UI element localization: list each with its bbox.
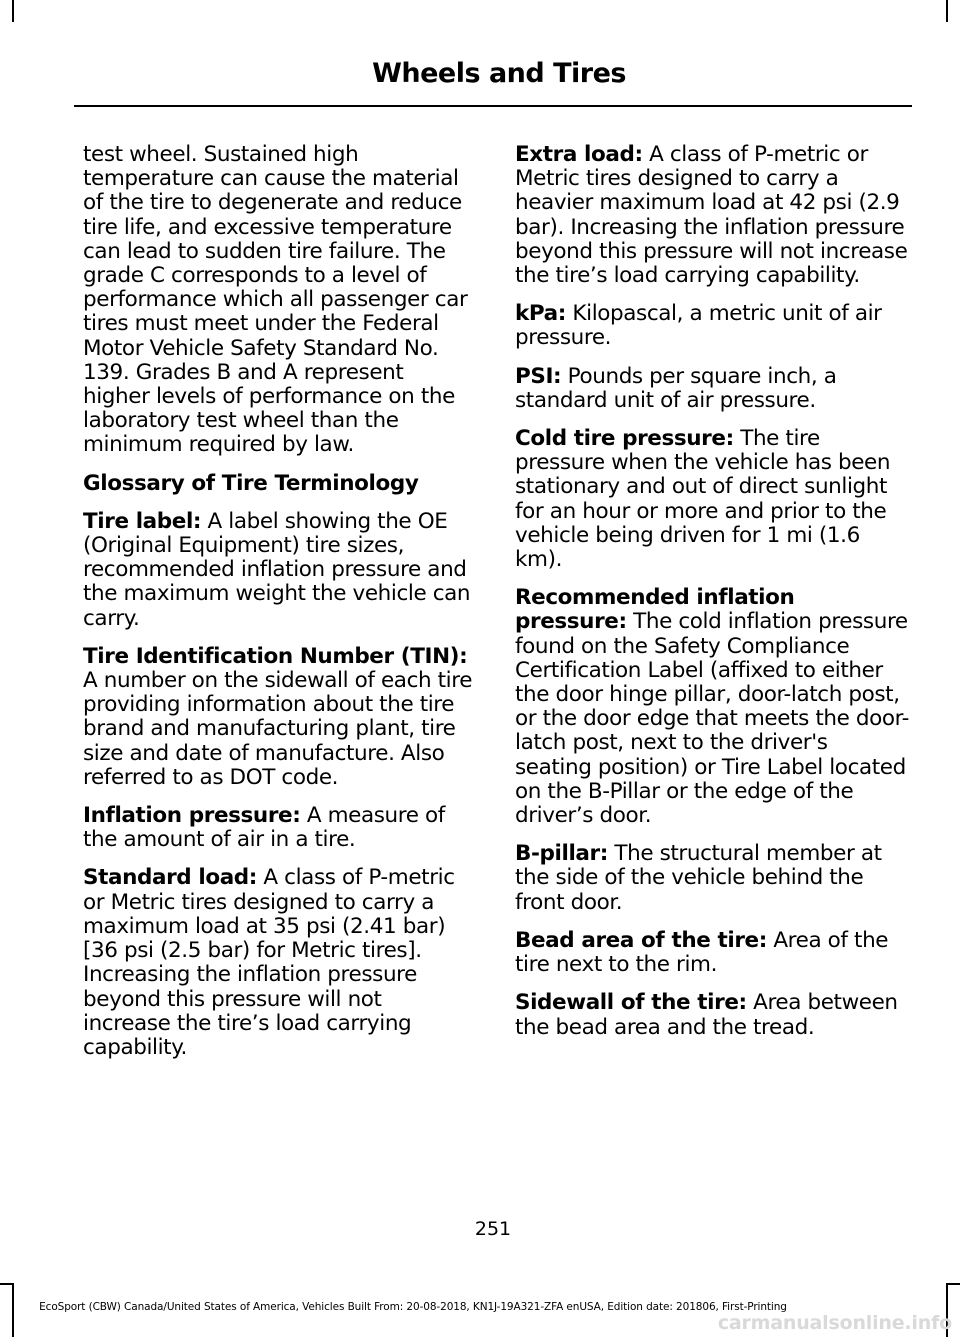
glossary-paragraph bbox=[83, 866, 475, 1060]
glossary-paragraph bbox=[515, 929, 909, 977]
glossary-definition: A number on the sidewall of each tire providing information about the tire brand and manufacturing plant, tire size and date of manufacture. Also referred to as DOT code. bbox=[83, 668, 473, 790]
glossary-paragraph bbox=[83, 143, 475, 458]
crop-mark-bottom-left-h bbox=[0, 1283, 14, 1285]
glossary-definition: The structural member at the side of the vehicle behind the front door. bbox=[515, 841, 882, 915]
crop-mark-top-left bbox=[12, 0, 14, 22]
glossary-term: Extra load: bbox=[515, 142, 643, 167]
glossary-term: kPa: bbox=[515, 301, 566, 327]
glossary-term: Bead area of the tire: bbox=[515, 927, 767, 953]
glossary-paragraph bbox=[515, 586, 909, 828]
glossary-definition: A label showing the OE (Original Equipment) tire sizes, recommended inflation pressure and the maximum weight the vehicle can carry. bbox=[83, 508, 471, 631]
glossary-paragraph bbox=[515, 842, 909, 915]
glossary-paragraph bbox=[515, 302, 909, 350]
crop-mark-top-right bbox=[946, 0, 948, 22]
glossary-term: Tire label: bbox=[83, 508, 202, 534]
header-divider bbox=[74, 105, 912, 107]
glossary-definition: A measure of the amount of air in a tire. bbox=[83, 803, 445, 853]
glossary-definition: test wheel. Sustained high temperature can cause the material of the tire to degenerate and reduce tire life, and excessive temperature can lead to sudden tire failure. The grade C corresponds to a level of performance which all passenger car tires must meet under the Federal Motor Vehicle Safety Standard No. 139. Grades B and A represent higher levels of performance on the laboratory test wheel than the minimum required by law. bbox=[83, 142, 468, 458]
edition-footer: EcoSport (CBW) Canada/United States of America, Vehicles Built From: 20-08-2018, KN1J-19A321-ZFA enUSA, Edition date: 201806, First-Printing bbox=[39, 1301, 787, 1313]
glossary-definition: Area between the bead area and the tread. bbox=[515, 990, 898, 1040]
page-title: Wheels and Tires bbox=[372, 58, 626, 89]
glossary-paragraph bbox=[83, 804, 475, 852]
glossary-definition: A class of P-metric or Metric tires designed to carry a heavier maximum load at 42 psi (2.9 bar). Increasing the inflation pressure beyond this pressure will not increase the tire’s load carrying capability. bbox=[515, 142, 908, 289]
glossary-paragraph bbox=[515, 365, 909, 413]
glossary-term: Inflation pressure: bbox=[83, 803, 301, 829]
glossary-definition: Kilopascal, a metric unit of air pressure. bbox=[515, 301, 882, 351]
left-column bbox=[83, 143, 475, 1074]
glossary-term: Tire Identification Number (TIN): bbox=[83, 643, 468, 669]
crop-mark-bottom-right-h bbox=[946, 1283, 960, 1285]
page-number: 251 bbox=[474, 1218, 512, 1240]
glossary-definition: A class of P-metric or Metric tires designed to carry a maximum load at 35 psi (2.41 bar)[36 psi (2.5 bar) for Metric tires]. Increasing the inflation pressure beyond this pressure will not increase the tire’s load carrying capability. bbox=[83, 865, 455, 1060]
glossary-definition: The cold inflation pressure found on the Safety Compliance Certification Label (affixed to either the door hinge pillar, door-latch post, or the door edge that meets the door-latch post, next to the driver's seating position) or Tire Label located on the B-Pillar or the edge of the driver’s door. bbox=[515, 609, 910, 829]
glossary-definition: The tire pressure when the vehicle has been stationary and out of direct sunlight for an hour or more and prior to the vehicle being driven for 1 mi (1.6 km). bbox=[515, 426, 891, 573]
glossary-term: Cold tire pressure: bbox=[515, 426, 734, 452]
section-heading: Glossary of Tire Terminology bbox=[83, 470, 419, 496]
glossary-paragraph bbox=[515, 143, 909, 288]
glossary-paragraph bbox=[83, 510, 475, 631]
glossary-term: B-pillar: bbox=[515, 841, 608, 867]
right-column bbox=[515, 143, 909, 1054]
glossary-term: Sidewall of the tire: bbox=[515, 990, 747, 1016]
glossary-paragraph bbox=[515, 427, 909, 572]
glossary-term: Standard load: bbox=[83, 865, 257, 891]
glossary-term: PSI: bbox=[515, 363, 562, 389]
watermark: carmanualsonline.info bbox=[717, 1312, 952, 1334]
glossary-term: Recommended inflation pressure: bbox=[515, 585, 795, 635]
glossary-paragraph bbox=[83, 645, 475, 790]
glossary-definition: Pounds per square inch, a standard unit of air pressure. bbox=[515, 363, 837, 413]
glossary-definition: Area of the tire next to the rim. bbox=[515, 927, 889, 978]
glossary-paragraph bbox=[515, 991, 909, 1039]
